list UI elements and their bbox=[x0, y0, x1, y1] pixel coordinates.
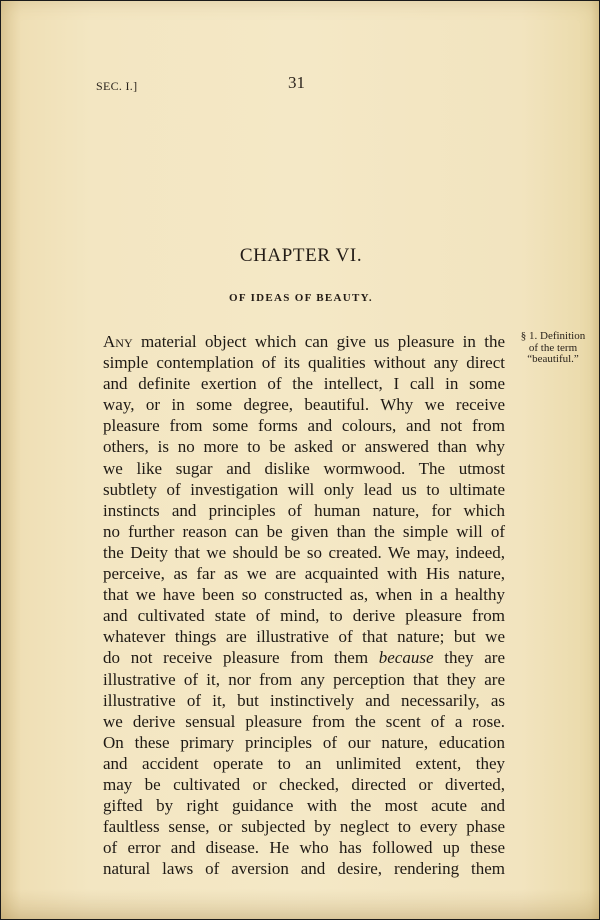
text-line: that we have been so constructed as, when in a healthy bbox=[103, 585, 505, 605]
chapter-subtitle: OF IDEAS OF BEAUTY. bbox=[229, 292, 373, 304]
text-line: others, is no more to be asked or answered than why bbox=[103, 437, 505, 457]
drop-word: Any bbox=[103, 332, 133, 351]
chapter-title: CHAPTER VI. bbox=[239, 245, 363, 266]
text-line: of error and disease. He who has followed up these bbox=[103, 838, 505, 858]
text-line: way, or in some degree, beautiful. Why we receive bbox=[103, 395, 505, 415]
text-line: may be cultivated or checked, directed or diverted, bbox=[103, 774, 505, 794]
margin-note-line: § 1. Definition bbox=[520, 330, 586, 342]
text-line: we like sugar and dislike wormwood. The utmost bbox=[103, 458, 505, 478]
text-line: gifted by right guidance with the most acute and bbox=[103, 796, 505, 816]
page-number: 31 bbox=[288, 73, 305, 92]
body-paragraph bbox=[103, 331, 505, 879]
text-line: the Deity that we should be so created. We may, indeed, bbox=[103, 542, 505, 562]
text-line: perceive, as far as we are acquainted with His nature, bbox=[103, 564, 505, 584]
text-line: Any material object which can give us pleasure in the bbox=[103, 332, 505, 351]
text-line: and cultivated state of mind, to derive pleasure from bbox=[103, 606, 505, 626]
text-line: illustrative of it, nor from any perception that they are bbox=[103, 669, 505, 689]
text-line: subtlety of investigation will only lead us to ultimate bbox=[103, 479, 505, 499]
text-line: do not receive pleasure from them because they are bbox=[103, 648, 505, 668]
text-line: natural laws of aversion and desire, rendering them bbox=[103, 859, 505, 879]
margin-note bbox=[507, 331, 599, 366]
text-line: pleasure from some forms and colours, and not from bbox=[103, 416, 505, 436]
text-line: On these primary principles of our nature, education bbox=[103, 732, 505, 752]
text-line: illustrative of it, but instinctively and necessarily, as bbox=[103, 690, 505, 710]
text-line: simple contemplation of its qualities without any direct bbox=[103, 353, 505, 373]
page-shadow bbox=[1, 889, 599, 919]
text-line: and definite exertion of the intellect, I call in some bbox=[103, 374, 505, 394]
running-header-section: SEC. I.] bbox=[96, 79, 138, 93]
text-line: whatever things are illustrative of that nature; but we bbox=[103, 627, 505, 647]
text-line: we derive sensual pleasure from the scent of a rose. bbox=[103, 711, 505, 731]
text-line: instincts and principles of human nature, for which bbox=[103, 500, 505, 520]
margin-note-line: “beautiful.” bbox=[527, 353, 579, 365]
text-line: faultless sense, or subjected by neglect to every phase bbox=[103, 817, 505, 837]
text-line: and accident operate to an unlimited extent, they bbox=[103, 753, 505, 773]
italic-emphasis: because bbox=[378, 648, 434, 668]
text-line: no further reason can be given than the simple will of bbox=[103, 521, 505, 541]
margin-note-line: of the term bbox=[528, 341, 578, 354]
